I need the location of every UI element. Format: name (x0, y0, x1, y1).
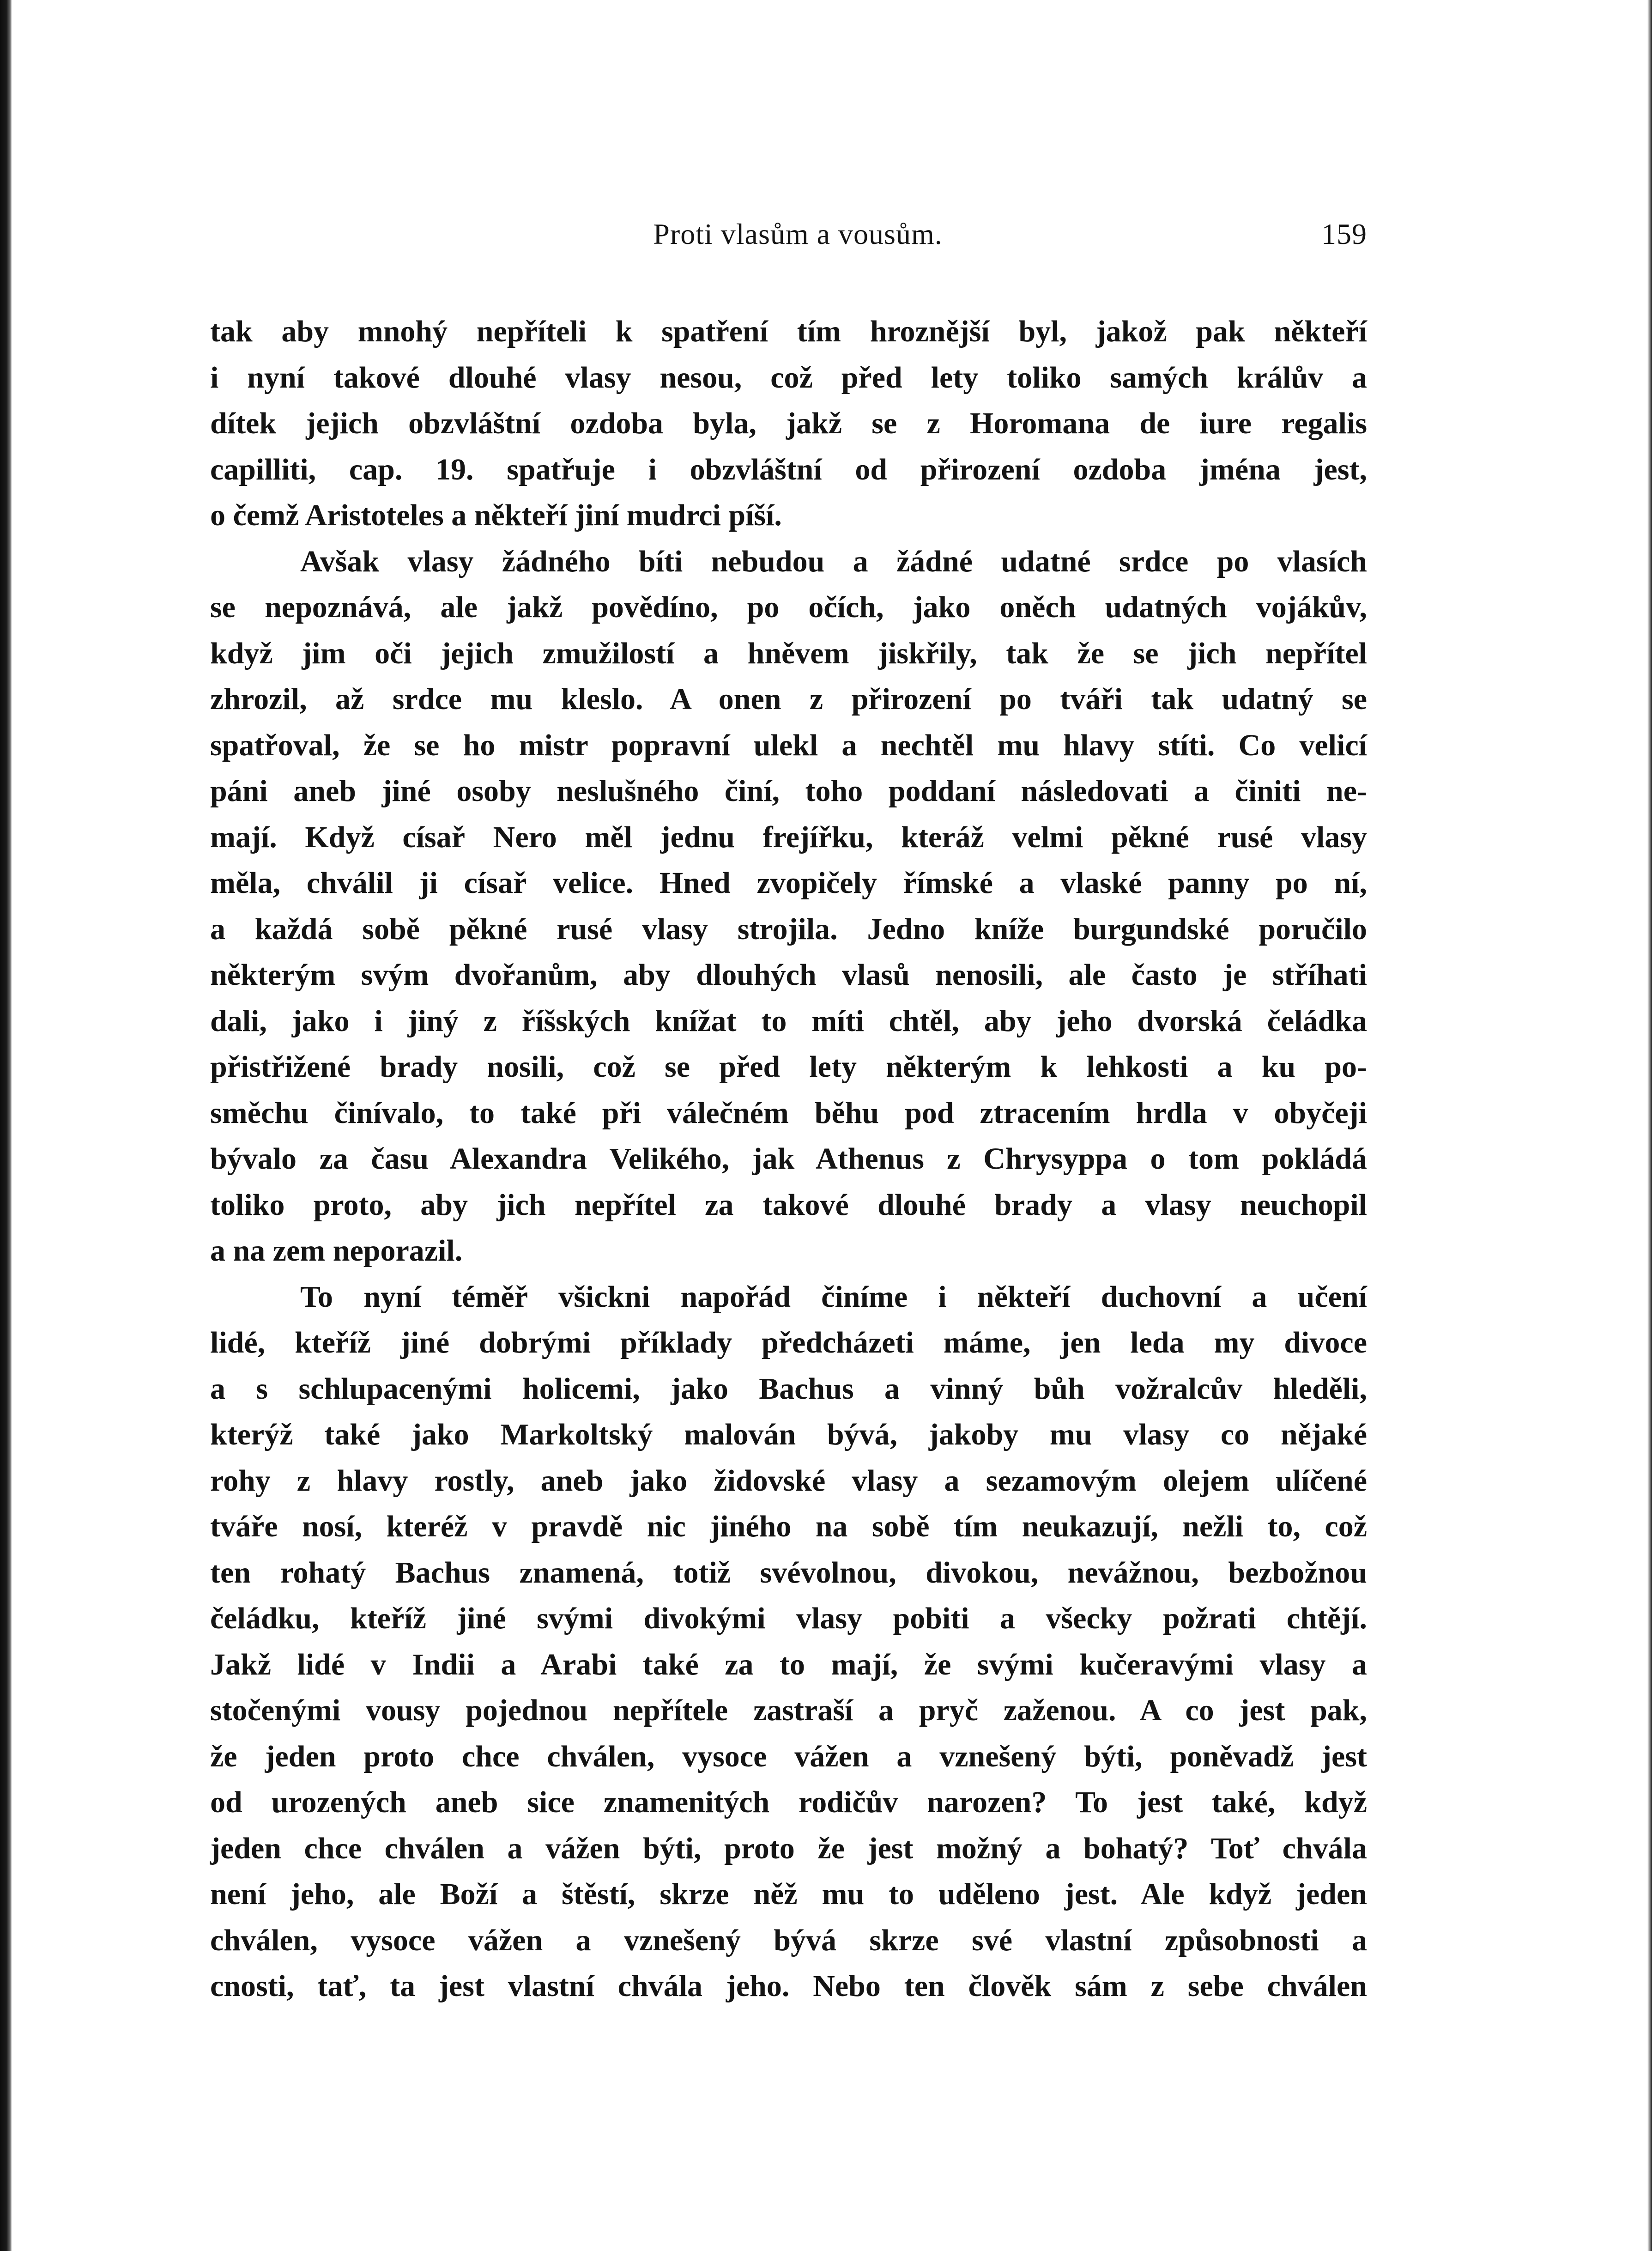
running-title: Proti vlasům a vousům. (653, 218, 943, 250)
text-line: Avšak vlasy žádného bíti nebudou a žádné udatné srdce po vlasích (300, 544, 1367, 578)
body-text (210, 309, 1367, 2009)
text-line: páni aneb jiné osoby neslušného činí, toho poddaní následovati a činiti ne- (210, 774, 1367, 808)
text-line: bývalo za času Alexandra Velikého, jak Athenus z Chrysyppa o tom pokládá (210, 1142, 1367, 1176)
text-line: dítek jejich obzvláštní ozdoba byla, jakž se z Horomana de iure regalis (210, 407, 1367, 440)
text-line: zhrozil, až srdce mu kleslo. A onen z přirození po tváři tak udatný se (210, 682, 1367, 716)
text-line: není jeho, ale Boží a štěstí, skrze něž mu to uděleno jest. Ale když jeden (210, 1877, 1367, 1911)
text-line: měla, chválil ji císař velice. Hned zvopičely římské a vlaské panny po ní, (210, 866, 1367, 900)
text-line: chválen, vysoce vážen a vznešený bývá skrze své vlastní způsobnosti a (210, 1923, 1367, 1957)
text-line: toliko proto, aby jich nepřítel za takové dlouhé brady a vlasy neuchopil (210, 1188, 1367, 1222)
text-line: přistřižené brady nosili, což se před lety některým k lehkosti a ku po- (210, 1050, 1367, 1084)
text-line: tak aby mnohý nepříteli k spatření tím hroznější byl, jakož pak někteří (210, 315, 1367, 348)
text-line: ten rohatý Bachus znamená, totiž svévolnou, divokou, nevážnou, bezbožnou (210, 1555, 1367, 1590)
page-number: 159 (1321, 218, 1367, 250)
scan-page-edge (1647, 0, 1652, 2251)
text-line: jeden chce chválen a vážen býti, proto že jest možný a bohatý? Toť chvála (210, 1831, 1367, 1865)
text-line: Jakž lidé v Indii a Arabi také za to mají, že svými kučeravými vlasy a (210, 1647, 1367, 1681)
text-line: se nepoznává, ale jakž povědíno, po očích, jako oněch udatných vojákův, (210, 590, 1367, 624)
text-line: směchu činívalo, to také při válečném běhu pod ztracením hrdla v obyčeji (210, 1096, 1367, 1130)
text-line: i nyní takové dlouhé vlasy nesou, což před lety toliko samých králův a (210, 360, 1367, 394)
text-line: capilliti, cap. 19. spatřuje i obzvláštní od přirození ozdoba jména jest, (210, 452, 1367, 486)
text-line: od urozených aneb sice znamenitých rodičův narozen? To jest také, když (210, 1785, 1367, 1819)
text-line: že jeden proto chce chválen, vysoce vážen a vznešený býti, poněvadž jest (210, 1739, 1367, 1773)
text-line: některým svým dvořanům, aby dlouhých vlasů nenosili, ale často je stříhati (210, 958, 1367, 992)
text-line: dali, jako i jiný z říšských knížat to míti chtěl, aby jeho dvorská čeládka (210, 1004, 1367, 1038)
text-line: o čemž Aristoteles a někteří jiní mudrci píší. (210, 498, 782, 532)
text-line: a s schlupacenými holicemi, jako Bachus a vinný bůh vožralcův hleděli, (210, 1371, 1367, 1406)
text-line: a na zem neporazil. (210, 1234, 463, 1268)
text-line: stočenými vousy pojednou nepřítele zastraší a pryč zaženou. A co jest pak, (210, 1693, 1367, 1727)
text-line: To nyní téměř všickni napořád činíme i někteří duchovní a učení (300, 1280, 1367, 1314)
text-line: spatřoval, že se ho mistr popravní ulekl a nechtěl mu hlavy stíti. Co velicí (210, 728, 1367, 762)
text-line: mají. Když císař Nero měl jednu frejířku, kteráž velmi pěkné rusé vlasy (210, 820, 1367, 854)
text-line: a každá sobě pěkné rusé vlasy strojila. Jedno kníže burgundské poručilo (210, 912, 1367, 946)
scan-binding-edge (0, 0, 12, 2251)
text-line: čeládku, kteříž jiné svými divokými vlasy pobiti a všecky požrati chtějí. (210, 1602, 1367, 1635)
text-line: lidé, kteříž jiné dobrými příklady předcházeti máme, jen leda my divoce (210, 1326, 1367, 1359)
text-line: rohy z hlavy rostly, aneb jako židovské vlasy a sezamovým olejem ulíčené (210, 1463, 1367, 1498)
text-line: když jim oči jejich zmužilostí a hněvem jiskřily, tak že se jich nepřítel (210, 636, 1367, 670)
text-line: kterýž také jako Markoltský malován bývá, jakoby mu vlasy co nějaké (210, 1418, 1367, 1451)
text-line: tváře nosí, kteréž v pravdě nic jiného na sobě tím neukazují, nežli to, což (210, 1510, 1367, 1543)
page-header (210, 217, 1367, 263)
text-line: cnosti, tať, ta jest vlastní chvála jeho. Nebo ten člověk sám z sebe chválen (210, 1969, 1367, 2003)
